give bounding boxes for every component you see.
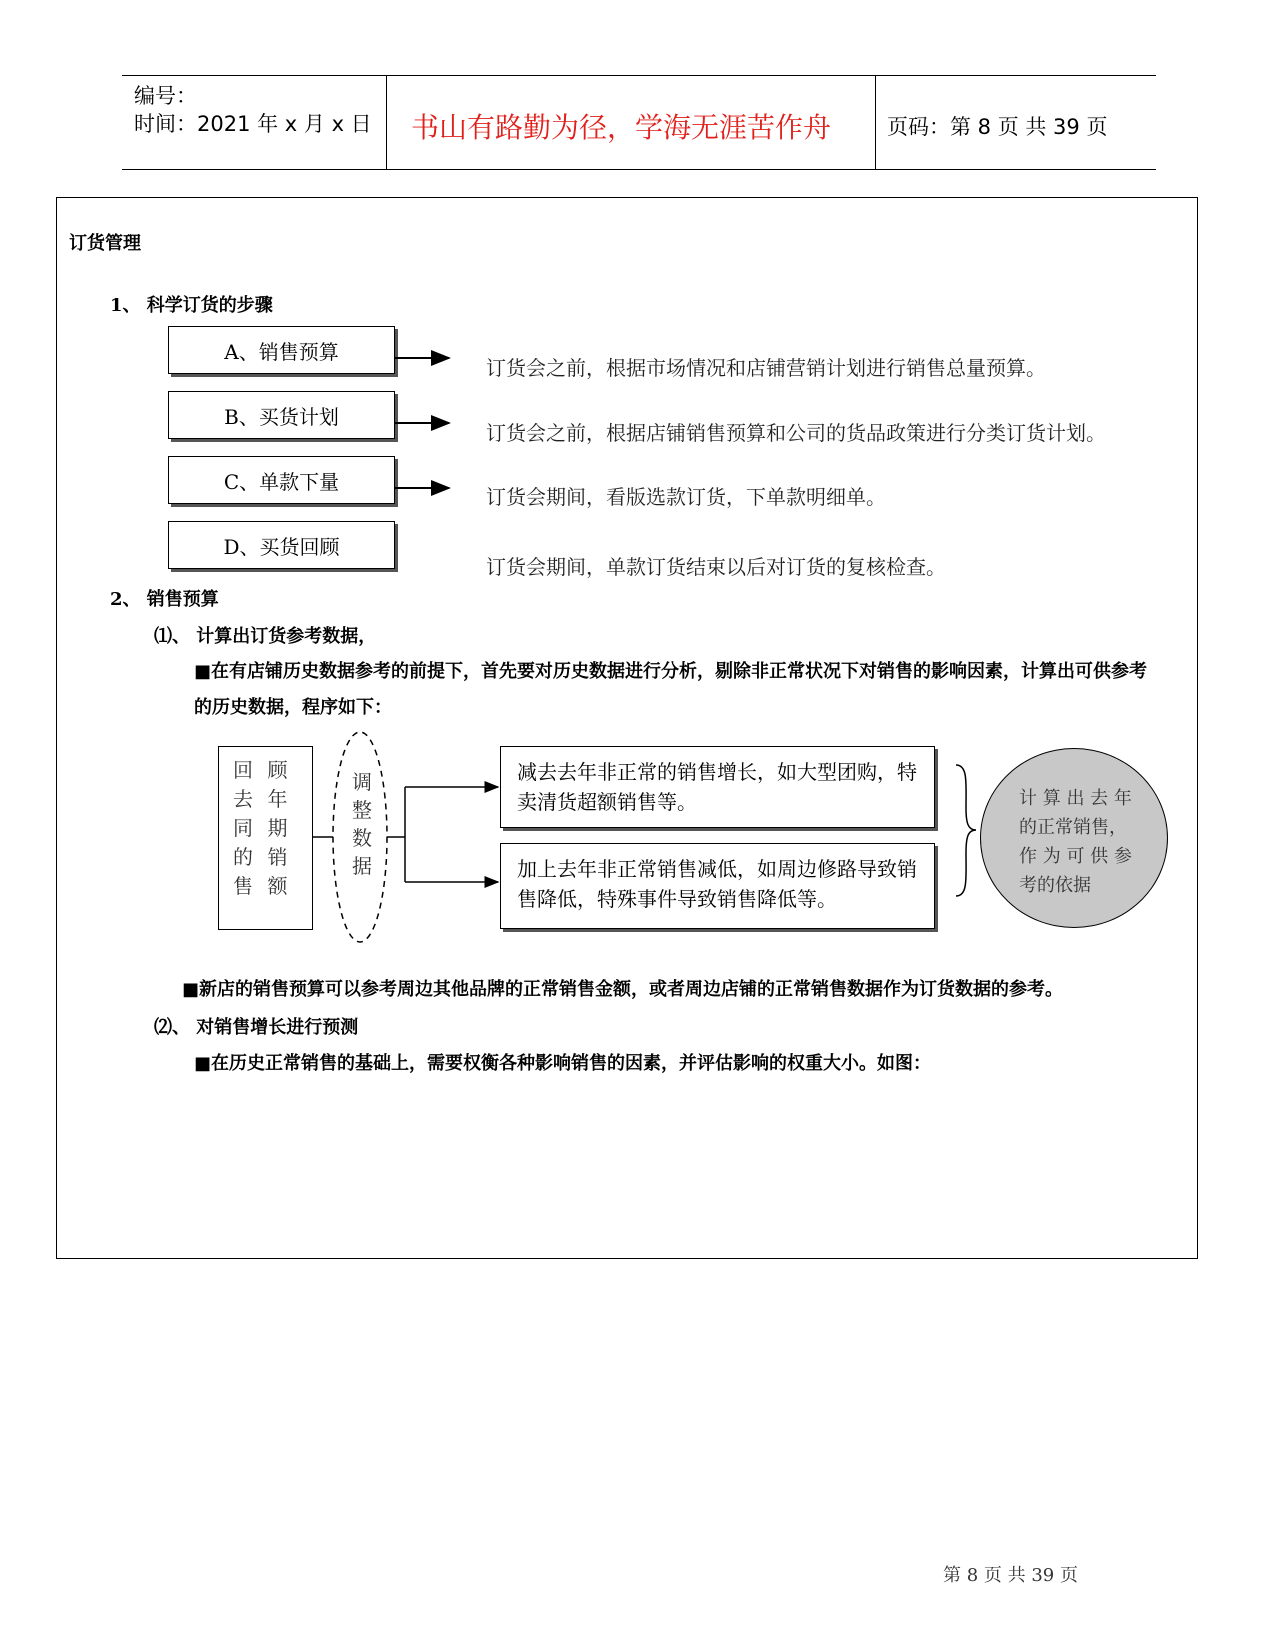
footer-page-number: 第 8 页 共 39 页 <box>943 1565 1078 1586</box>
subsection-1-heading: ⑴、 计算出订货参考数据， <box>154 626 377 647</box>
review-char: 额 <box>267 874 288 898</box>
step-b-box <box>168 391 395 439</box>
step-arrows <box>395 340 455 540</box>
header-motto: 书山有路勤为径，学海无涯苦作舟 <box>411 111 832 144</box>
header-top-rule <box>122 75 1156 76</box>
header-divider-left <box>386 76 387 170</box>
review-char: 销 <box>267 845 288 869</box>
subtract-abnormal-text: 减去去年非正常的销售增长，如大型团购，特卖清货超额销售等。 <box>517 760 917 814</box>
step-b-label: B、买货计划 <box>224 404 339 429</box>
step-d-box <box>168 521 395 569</box>
document-time-label: 时间：2021 年 x 月 x 日 <box>134 112 372 136</box>
subtract-abnormal-box <box>500 746 935 828</box>
add-abnormal-text: 加上去年非正常销售减低，如周边修路导致销售降低，特殊事件导致销售降低等。 <box>517 857 917 911</box>
adjust-data-connectors <box>313 725 503 945</box>
result-text: 计 算 出 去 年的正常销售，作 为 可 供 参考的依据 <box>1019 788 1132 896</box>
review-char: 回 <box>233 758 253 782</box>
review-char: 售 <box>233 874 253 898</box>
paragraph-2: ■新店的销售预算可以参考周边其他品牌的正常销售金额，或者周边店铺的正常销售数据作为订货数据的参考。 <box>182 979 1064 1000</box>
step-c-box <box>168 456 395 504</box>
step-a-description: 订货会之前，根据市场情况和店铺营销计划进行销售总量预算。 <box>486 356 1046 380</box>
review-char: 期 <box>267 816 288 840</box>
add-abnormal-box <box>500 843 935 929</box>
document-number-label: 编号： <box>134 84 197 108</box>
review-char: 同 <box>233 816 253 840</box>
review-char: 去 <box>233 787 253 811</box>
step-a-box <box>168 326 395 374</box>
subsection-2-heading: ⑵、 对销售增长进行预测 <box>154 1017 359 1038</box>
section-2-heading: 2、 销售预算 <box>110 589 219 610</box>
document-title: 订货管理 <box>69 233 141 254</box>
header-divider-right <box>875 76 876 170</box>
step-d-description: 订货会期间，单款订货结束以后对订货的复核检查。 <box>486 555 946 579</box>
step-b-description: 订货会之前，根据店铺销售预算和公司的货品政策进行分类订货计划。 <box>486 421 1106 445</box>
header-bottom-rule <box>122 169 1156 170</box>
paragraph-1-line-1: ■在有店铺历史数据参考的前提下，首先要对历史数据进行分析，剔除非正常状况下对销售的影响因素，计算出可供参考 <box>194 661 1148 682</box>
step-a-label: A、销售预算 <box>224 339 339 364</box>
step-c-label: C、单款下量 <box>223 469 340 494</box>
step-d-label: D、买货回顾 <box>223 534 340 559</box>
brace-icon <box>952 763 980 898</box>
review-char: 的 <box>233 845 253 869</box>
paragraph-1-line-2: 的历史数据，程序如下： <box>194 697 392 718</box>
header-page-label: 页码：第 8 页 共 39 页 <box>887 115 1108 139</box>
result-circle <box>980 748 1168 928</box>
section-1-heading: 1、 科学订货的步骤 <box>110 295 273 316</box>
adjust-char: 据 <box>352 854 372 878</box>
step-c-description: 订货会期间，看版选款订货，下单款明细单。 <box>486 485 886 509</box>
paragraph-3: ■在历史正常销售的基础上，需要权衡各种影响销售的因素，并评估影响的权重大小。如图： <box>194 1053 932 1074</box>
review-char: 顾 <box>267 758 288 782</box>
adjust-data-label <box>350 768 374 880</box>
adjust-char: 整 <box>352 798 372 822</box>
review-char: 年 <box>267 787 288 811</box>
adjust-char: 数 <box>352 826 372 850</box>
review-last-year-box <box>218 746 313 930</box>
adjust-char: 调 <box>352 770 372 794</box>
